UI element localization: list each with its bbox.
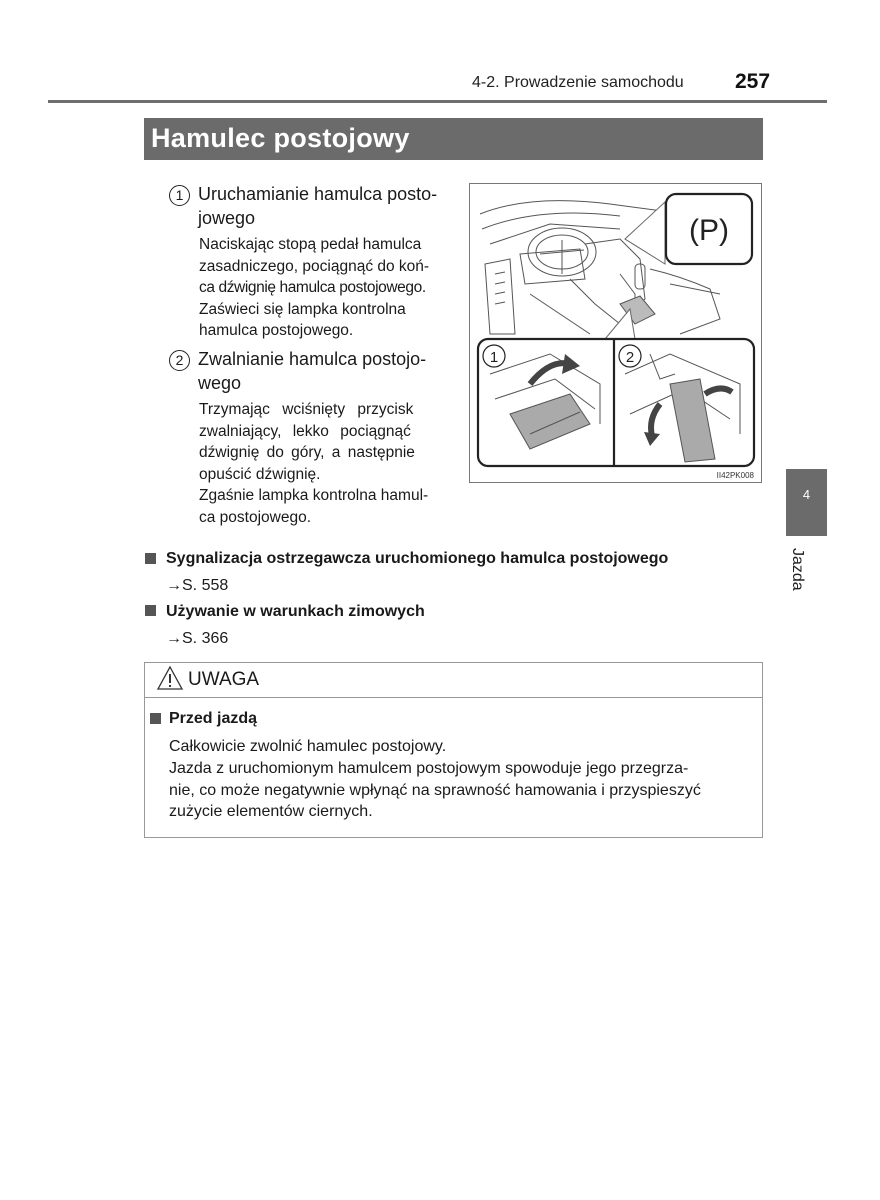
step-heading-line: jowego — [198, 208, 256, 228]
warning-line: Całkowicie zwolnić hamulec postojowy. — [169, 738, 447, 755]
step-body-line: ca dźwignię hamulca postojowego. — [199, 279, 426, 296]
step-heading-line: wego — [198, 373, 242, 393]
step-body-line: zasadniczego, pociągnąć do koń- — [199, 257, 430, 275]
step-number-2: 2 — [169, 350, 190, 371]
step-heading-1 — [198, 182, 456, 230]
step-body-line: dźwignię do góry, a następnie — [199, 444, 415, 461]
step-body-line: ca postojowego. — [199, 508, 312, 526]
header-divider — [48, 100, 827, 103]
step-heading-line: Zwalnianie hamulca postojo- — [198, 349, 427, 369]
note-ref-1[interactable]: →S. 558 — [166, 577, 229, 594]
step-body-line: Zaświeci się lampka kontrolna — [199, 300, 406, 318]
step-body-1 — [199, 234, 453, 342]
callout-number-1: 1 — [489, 349, 499, 366]
step-body-line: hamulca postojowego. — [199, 322, 354, 339]
step-body-line: zwalniający, lekko pociągnąć — [199, 422, 411, 440]
square-bullet-icon — [145, 605, 156, 616]
step-body-line: opuścić dźwignię. — [199, 465, 321, 483]
step-number-1: 1 — [169, 185, 190, 206]
note-ref-2[interactable]: →S. 366 — [166, 630, 229, 647]
note-title-1: Sygnalizacja ostrzegawcza uruchomionego hamulca postojowego — [166, 550, 669, 567]
warning-line: zużycie elementów ciernych. — [169, 803, 373, 820]
step-heading-line: Uruchamianie hamulca posto- — [198, 184, 438, 204]
warning-label: UWAGA — [188, 669, 260, 690]
chapter-label-text: Jazda — [789, 548, 806, 591]
parking-brake-illustration — [469, 183, 762, 483]
warning-triangle-icon — [156, 665, 184, 691]
step-heading-2 — [198, 347, 456, 395]
figure-code: II42PK008 — [716, 471, 754, 480]
warning-divider — [144, 697, 763, 698]
page-title: Hamulec postojowy — [144, 118, 763, 160]
page-number: 257 — [735, 70, 771, 93]
brake-warning-icon: (P) — [689, 214, 729, 247]
step-body-2 — [199, 399, 453, 528]
chapter-label — [784, 548, 808, 608]
square-bullet-icon — [150, 713, 161, 724]
step-body-line: Naciskając stopą pedał hamulca — [199, 236, 422, 253]
step-body-line: Zgaśnie lampka kontrolna hamul- — [199, 487, 429, 504]
warning-subtitle: Przed jazdą — [169, 710, 258, 727]
square-bullet-icon — [145, 553, 156, 564]
warning-line: nie, co może negatywnie wpłynąć na sprawność hamowania i przyspieszyć — [169, 782, 701, 799]
warning-line: Jazda z uruchomionym hamulcem postojowym spowoduje jego przegrza- — [169, 760, 689, 777]
step-body-line: Trzymając wciśnięty przycisk — [199, 401, 414, 418]
dashboard-drawing — [470, 184, 761, 482]
chapter-tab: 4 — [786, 469, 827, 536]
callout-number-2: 2 — [625, 349, 635, 366]
note-title-2: Używanie w warunkach zimowych — [166, 603, 425, 620]
section-title: 4-2. Prowadzenie samochodu — [472, 74, 684, 91]
